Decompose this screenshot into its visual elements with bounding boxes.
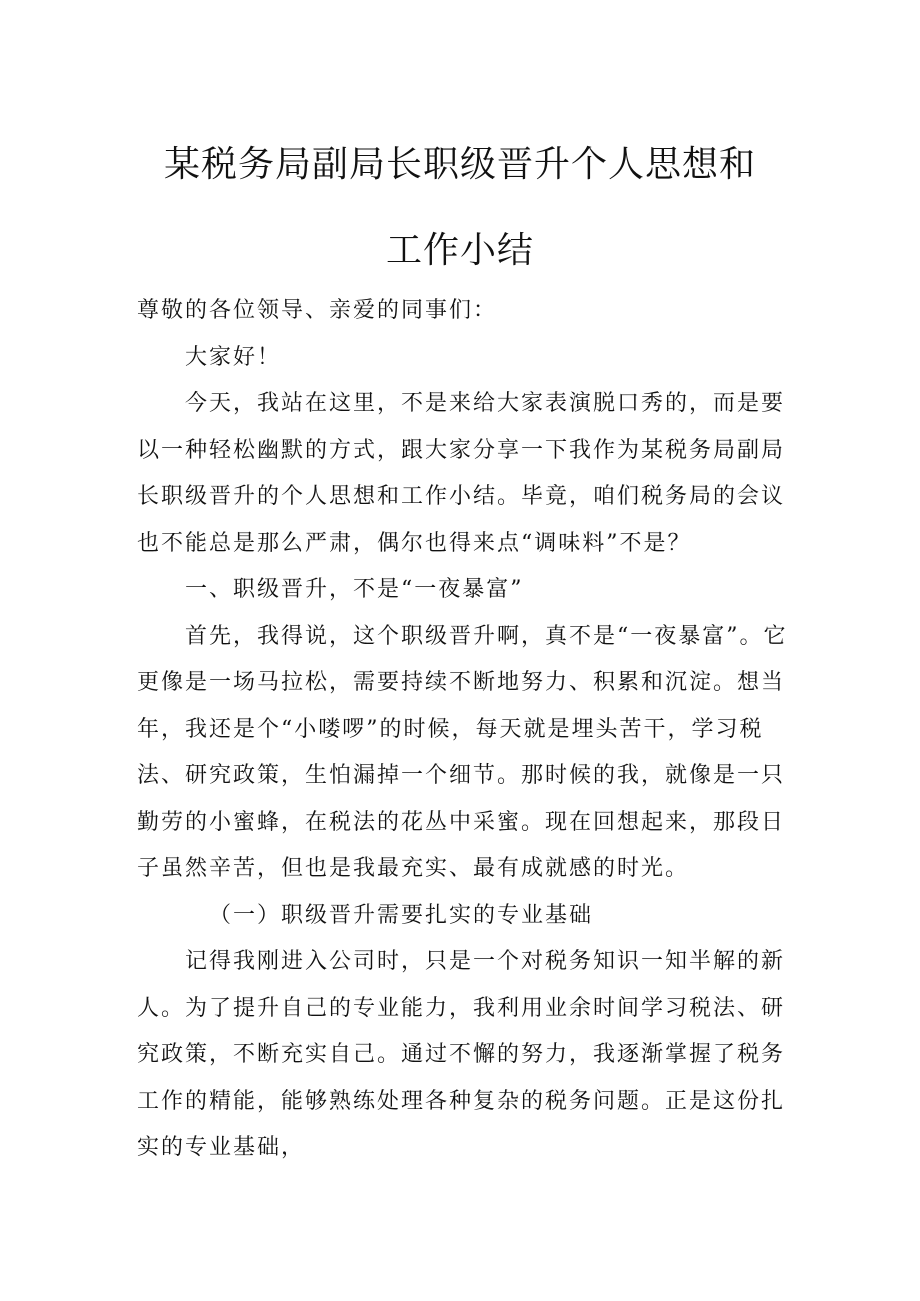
salutation: 尊敬的各位领导、亲爱的同事们： — [137, 298, 498, 323]
section-1-paragraph: 首先，我得说，这个职级晋升啊，真不是“一夜暴富”。它更像是一场马拉松，需要持续不断地努力、积累和沉淀。想当年，我还是个“小喽啰”的时候，每天就是埋头苦干，学习税法、研究政策，生怕漏掉一个细节。那时候的我，就像是一只勤劳的小蜜蜂，在税法的花丛中采蜜。现在回想起来，那段日子虽然辛苦，但也是我最充实、最有成就感的时光。 — [137, 623, 788, 881]
document-title-line-1: 某税务局副局长职级晋升个人思想和 — [163, 144, 756, 185]
intro-paragraph: 今天，我站在这里，不是来给大家表演脱口秀的，而是要以一种轻松幽默的方式，跟大家分享一下我作为某税务局副局长职级晋升的个人思想和工作小结。毕竟，咱们税务局的会议也不能总是那么严肃，偶尔也得来点“调味料”不是？ — [137, 391, 786, 556]
subsection-1-heading: （一）职级晋升需要扎实的专业基础 — [209, 902, 594, 928]
greeting: 大家好！ — [185, 344, 282, 370]
subsection-1-paragraph: 记得我刚进入公司时，只是一个对税务知识一知半解的新人。为了提升自己的专业能力，我利用业余时间学习税法、研究政策，不断充实自己。通过不懈的努力，我逐渐掌握了税务工作的精能，能够熟练处理各种复杂的税务问题。正是这份扎实的专业基础， — [137, 949, 786, 1160]
section-1-heading: 一、职级晋升，不是“一夜暴富” — [185, 577, 524, 602]
document-body — [137, 288, 797, 1172]
document-title-line-2: 工作小结 — [385, 230, 534, 271]
